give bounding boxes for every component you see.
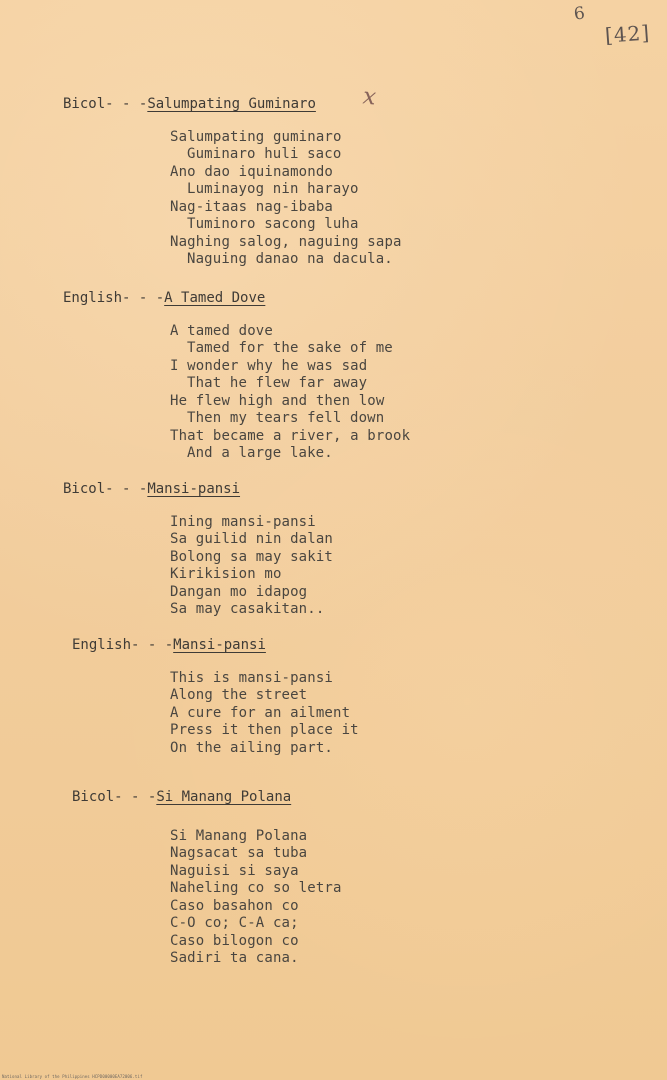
section-heading-bicol-1 (63, 95, 316, 113)
section-title: Salumpating Guminaro (147, 96, 316, 112)
verse-line: Nagsacat sa tuba (170, 845, 308, 862)
verse-line: Naguing danao na dacula. (187, 251, 393, 268)
verse-line: Guminaro huli saco (187, 146, 342, 163)
verse-block-3 (170, 514, 333, 619)
verse-line: A cure for an ailment (170, 704, 351, 721)
section-heading-english-1 (63, 289, 265, 307)
section-title: Mansi-pansi (173, 637, 266, 653)
verse-line: Press it then place it (170, 722, 359, 739)
verse-line: I wonder why he was sad (170, 357, 368, 374)
verse-line: He flew high and then low (170, 392, 385, 409)
verse-line: Naheling co so letra (170, 880, 342, 897)
verse-line: Sadiri ta cana. (170, 950, 299, 967)
verse-line: Caso bilogon co (170, 932, 299, 949)
section-heading-bicol-3 (72, 788, 291, 806)
section-heading-bicol-2 (63, 480, 240, 498)
section-language-label: English (72, 637, 132, 653)
verse-line: Naghing salog, naguing sapa (170, 233, 402, 250)
archive-number: [42] (604, 20, 651, 48)
verse-line: Luminayog nin harayo (187, 181, 359, 198)
pencil-x-mark: 𝑥 (361, 83, 378, 111)
verse-line: This is mansi-pansi (170, 670, 333, 686)
verse-line: Ano dao iquinamondo (170, 163, 333, 180)
section-separator: - - - (105, 96, 148, 112)
section-title: Mansi-pansi (147, 481, 241, 497)
section-title: Si Manang Polana (156, 789, 292, 805)
verse-line: Caso basahon co (170, 897, 299, 914)
verse-line: Si Manang Polana (170, 828, 308, 844)
verse-line: A tamed dove (170, 323, 273, 339)
section-title: A Tamed Dove (164, 290, 266, 306)
verse-line: That became a river, a brook (170, 427, 411, 444)
section-language-label: Bicol (72, 789, 115, 805)
verse-line: Dangan mo idapog (170, 583, 308, 600)
verse-line: And a large lake. (187, 445, 333, 462)
section-separator: - - - (122, 290, 165, 306)
verse-block-4 (170, 670, 359, 757)
verse-block-1 (170, 129, 402, 269)
verse-line: On the ailing part. (170, 739, 333, 756)
verse-line: Bolong sa may sakit (170, 548, 333, 565)
section-language-label: Bicol (63, 481, 106, 497)
section-separator: - - - (131, 637, 174, 653)
verse-line: Salumpating guminaro (170, 129, 342, 145)
verse-line: Kirikision mo (170, 566, 282, 583)
section-separator: - - - (105, 481, 148, 497)
section-heading-english-2 (72, 636, 266, 654)
verse-line: Naguisi si saya (170, 862, 299, 879)
verse-line: Then my tears fell down (187, 410, 385, 427)
section-separator: - - - (114, 789, 157, 805)
verse-line: Tuminoro sacong luha (187, 216, 359, 233)
verse-line: That he flew far away (187, 375, 368, 392)
verse-block-2 (170, 323, 410, 463)
verse-line: Sa may casakitan.. (170, 601, 325, 618)
verse-line: C-O co; C-A ca; (170, 915, 299, 932)
section-language-label: English (63, 290, 123, 306)
verse-line: Sa guilid nin dalan (170, 531, 333, 548)
handwritten-page-number: 6 (572, 3, 588, 25)
verse-line: Nag-itaas nag-ibaba (170, 198, 333, 215)
verse-line: Along the street (170, 687, 308, 704)
verse-line: Ining mansi-pansi (170, 514, 316, 530)
verse-block-5 (170, 828, 342, 968)
verse-line: Tamed for the sake of me (187, 340, 393, 357)
footer-text: National Library of the Philippines HCPD00000EA72006.tif (2, 1074, 143, 1079)
section-language-label: Bicol (63, 96, 106, 112)
